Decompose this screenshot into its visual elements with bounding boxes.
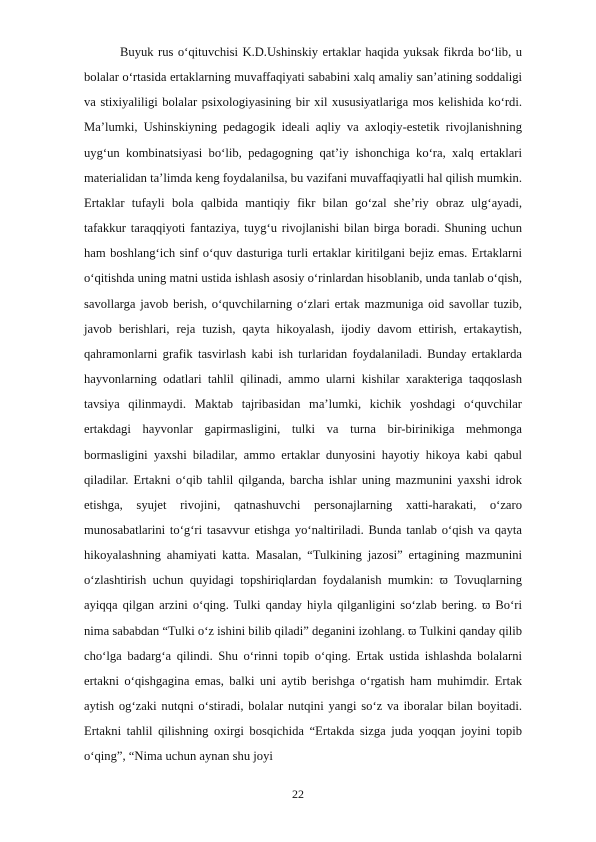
page-number: 22 [292, 787, 304, 801]
body-paragraph: Buyuk rus o‘qituvchisi K.D.Ushinskiy ertaklar haqida yuksak fikrda bo‘lib, u bolalar o‘rtasida ertaklarning muvaffaqiyati sababini xalq amaliy san’atining soddaligi va stixiyaliligi bolalar psixologiyasining bir xil xususiyatlariga mos kelishida ko‘rdi. Ma’lumki, Ushinskiyning pedagogik ideali aqliy va axloqiy-estetik rivojlanishning uyg‘un kombinatsiyasi bo‘lib, pedagogning qat’iy ishonchiga ko‘ra, xalq ertaklari materialidan ta’limda keng foydalanilsa, bu vazifani muvaffaqiyatli hal qilish mumkin. Ertaklar tufayli bola qalbida mantiqiy fikr bilan go‘zal she’riy obraz ulg‘ayadi, tafakkur taraqqiyoti fantaziya, tuyg‘u rivojlanishi bilan birga boradi. Shuning uchun ham boshlang‘ich sinf o‘quv dasturiga turli ertaklar kiritilgani bejiz emas. Ertaklarni o‘qitishda uning matni ustida ishlash asosiy o‘rinlardan hisoblanib, unda tanlab o‘qish, savollarga javob berish, o‘quvchilarning o‘zlari ertak mazmuniga oid savollar tuzib, javob berishlari, reja tuzish, qayta hikoyalash, ijodiy davom ettirish, ertakaytish, qahramonlarni grafik tasvirlash kabi ish turlaridan foydalaniladi. Bunday ertaklarda hayvonlarning odatlari tahlil qilinadi, ammo ularni kishilar xarakteriga taqqoslash tavsiya qilinmaydi. Maktab tajribasidan ma’lumki, kichik yoshdagi o‘quvchilar ertakdagi hayvonlar gapirmasligini, tulki va turna bir-birinikiga mehmonga bormasligini yaxshi biladilar, ammo ertaklar dunyosini hayotiy hikoya kabi qabul qiladilar. Ertakni o‘qib tahlil qilganda, barcha ishlar uning mazmunini yaxshi idrok etishga, syujet rivojini, qatnashuvchi personajlarning xatti-harakati, o‘zaro munosabatlarini to‘g‘ri tasavvur etishga yo‘naltiriladi. Bunda tanlab o‘qish va qayta hikoyalashning ahamiyati katta. Masalan, “Tulkining jazosi” ertagining mazmunini o‘zlashtirish uchun quyidagi topshiriqlardan foydalanish mumkin: ϖ Tovuqlarning ayiqqa qilgan arzini o‘qing. Tulki qanday hiyla qilganligini so‘zlab bering. ϖ Bo‘ri nima sababdan “Tulki o‘z ishini bilib qiladi” deganini izohlang. ϖ Tulkini qanday qilib cho‘lga badarg‘a qilindi. Shu o‘rinni topib o‘qing. Ertak ustida ishlashda bolalarni ertakni o‘qishgagina emas, balki uni aytib berishga o‘rgatish ham muhimdir. Ertak aytish og‘zaki nutqni o‘stiradi, bolalar nutqini yangi so‘z va iboralar bilan boyitadi. Ertakni tahlil qilishning oxirgi bosqichida “Ertakda sizga juda yoqqan joyini topib o‘qing”, “Nima uchun aynan shu joyi [84, 45, 522, 764]
document-page [84, 40, 522, 770]
